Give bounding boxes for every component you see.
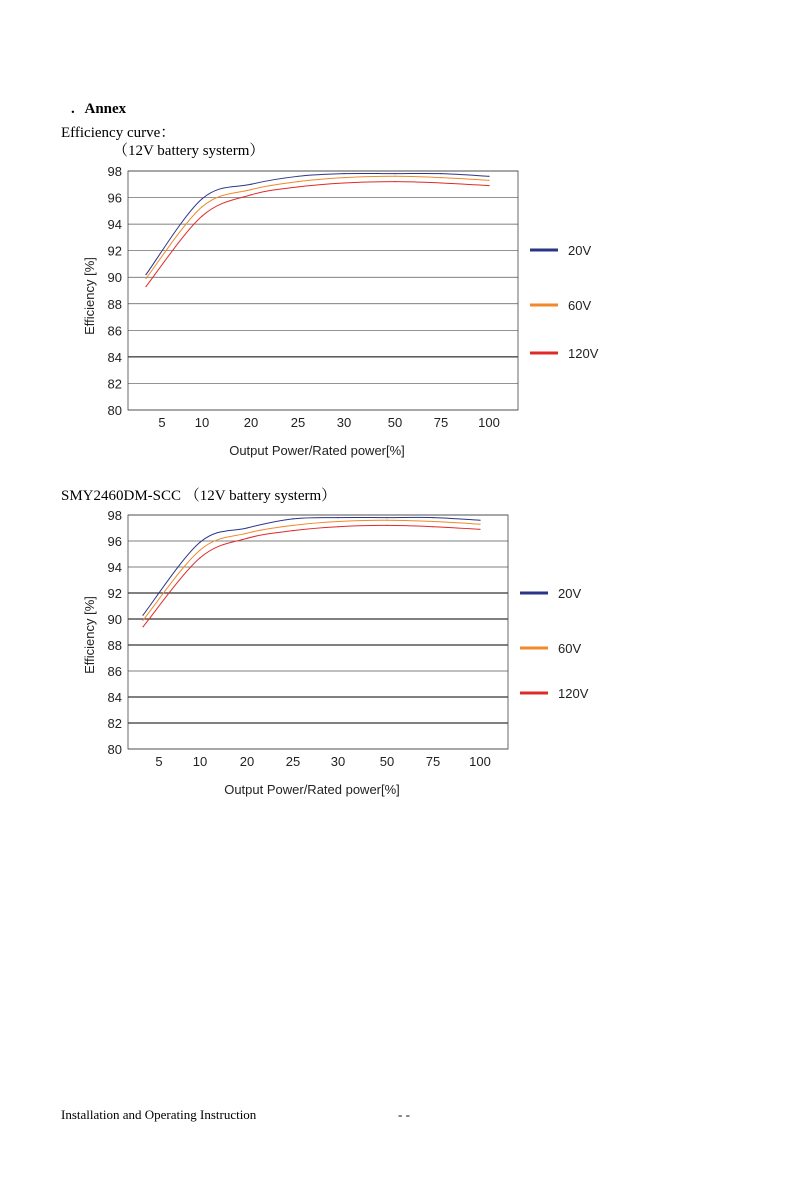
efficiency-chart-2 xyxy=(0,495,805,815)
data-point xyxy=(145,278,146,279)
data-point xyxy=(292,530,293,531)
y-tick-label: 82 xyxy=(107,376,122,392)
data-point xyxy=(199,557,200,558)
legend-label: 60V xyxy=(568,298,592,313)
data-point xyxy=(246,533,247,534)
data-point xyxy=(386,520,387,521)
data-point xyxy=(386,525,387,526)
y-tick-label: 92 xyxy=(107,243,122,259)
data-point xyxy=(479,529,480,530)
data-point xyxy=(394,173,395,174)
x-tick-label: 75 xyxy=(433,415,449,430)
data-point xyxy=(201,198,202,199)
footer-title: Installation and Operating Instruction xyxy=(61,1107,257,1122)
y-tick-label: 94 xyxy=(107,217,122,233)
data-point xyxy=(246,527,247,528)
data-point xyxy=(432,526,433,527)
section-title: Annex xyxy=(84,101,127,117)
data-point xyxy=(337,517,338,518)
data-point xyxy=(337,521,338,522)
legend-label: 120V xyxy=(568,346,599,361)
data-point xyxy=(337,526,338,527)
y-tick-label: 86 xyxy=(107,323,122,339)
data-point xyxy=(343,173,344,174)
y-tick-label: 82 xyxy=(107,716,122,731)
plot-frame xyxy=(128,515,508,749)
y-tick-label: 80 xyxy=(107,742,122,757)
y-tick-label: 98 xyxy=(107,164,122,179)
series-line-20v xyxy=(143,517,480,615)
x-tick-label: 25 xyxy=(285,754,301,769)
series-line-60v xyxy=(146,176,489,278)
x-tick-label: 30 xyxy=(336,415,352,430)
y-tick-label: 84 xyxy=(107,690,122,705)
x-tick-label: 100 xyxy=(469,754,491,769)
x-tick-label: 50 xyxy=(387,415,403,430)
x-tick-label: 25 xyxy=(290,415,306,430)
y-tick-label: 94 xyxy=(107,560,122,575)
x-axis-title: Output Power/Rated power[%] xyxy=(229,443,405,458)
data-point xyxy=(343,177,344,178)
data-point xyxy=(145,286,146,287)
y-tick-label: 90 xyxy=(107,270,122,286)
legend-label: 20V xyxy=(568,243,592,258)
y-tick-label: 92 xyxy=(107,586,122,601)
data-point xyxy=(479,524,480,525)
data-point xyxy=(297,176,298,177)
y-tick-label: 88 xyxy=(107,296,122,312)
data-point xyxy=(440,173,441,174)
data-point xyxy=(394,181,395,182)
chart-2-caption: SMY2460DM-SCC （12V battery systerm） xyxy=(61,488,337,504)
y-axis-title: Efficiency [%] xyxy=(82,596,97,674)
page-number: - - xyxy=(398,1107,410,1122)
y-tick-label: 88 xyxy=(107,638,122,653)
legend-label: 120V xyxy=(558,686,589,701)
intro-text: Efficiency curve： xyxy=(61,125,176,141)
data-point xyxy=(479,520,480,521)
data-point xyxy=(394,176,395,177)
chart-1-caption: （12V battery systerm） xyxy=(113,143,265,159)
data-point xyxy=(488,176,489,177)
data-point xyxy=(201,206,202,207)
data-point xyxy=(201,216,202,217)
x-tick-label: 75 xyxy=(425,754,441,769)
x-tick-label: 20 xyxy=(239,754,255,769)
x-axis-title: Output Power/Rated power[%] xyxy=(224,782,400,797)
y-tick-label: 96 xyxy=(107,534,122,549)
data-point xyxy=(297,181,298,182)
data-point xyxy=(292,518,293,519)
y-tick-label: 98 xyxy=(107,508,122,523)
data-point xyxy=(432,521,433,522)
data-point xyxy=(440,177,441,178)
section-number: . xyxy=(71,101,75,117)
y-tick-label: 90 xyxy=(107,612,122,627)
data-point xyxy=(246,538,247,539)
data-point xyxy=(250,184,251,185)
y-tick-label: 86 xyxy=(107,664,122,679)
legend-label: 60V xyxy=(558,641,582,656)
x-tick-label: 10 xyxy=(194,415,210,430)
data-point xyxy=(292,525,293,526)
data-point xyxy=(343,182,344,183)
data-point xyxy=(145,274,146,275)
data-point xyxy=(142,626,143,627)
legend-label: 20V xyxy=(558,586,582,601)
y-tick-label: 96 xyxy=(107,190,122,206)
x-tick-label: 5 xyxy=(155,754,163,769)
data-point xyxy=(142,615,143,616)
series-line-60v xyxy=(143,520,480,620)
data-point xyxy=(250,189,251,190)
data-point xyxy=(142,620,143,621)
series-line-120v xyxy=(143,525,480,626)
data-point xyxy=(297,186,298,187)
x-tick-label: 50 xyxy=(379,754,395,769)
data-point xyxy=(250,194,251,195)
x-tick-label: 30 xyxy=(330,754,346,769)
y-axis-title: Efficiency [%] xyxy=(82,257,97,335)
data-point xyxy=(488,185,489,186)
data-point xyxy=(199,542,200,543)
data-point xyxy=(199,550,200,551)
x-tick-label: 5 xyxy=(158,415,166,430)
y-tick-label: 80 xyxy=(107,403,122,418)
data-point xyxy=(440,182,441,183)
x-tick-label: 10 xyxy=(192,754,208,769)
data-point xyxy=(386,517,387,518)
x-tick-label: 100 xyxy=(478,415,500,430)
section-heading xyxy=(71,101,126,118)
y-tick-label: 84 xyxy=(107,349,122,365)
efficiency-chart-1 xyxy=(0,150,805,470)
data-point xyxy=(432,517,433,518)
plot-frame xyxy=(128,171,518,410)
x-tick-label: 20 xyxy=(243,415,259,430)
footer xyxy=(61,1107,761,1123)
data-point xyxy=(488,180,489,181)
